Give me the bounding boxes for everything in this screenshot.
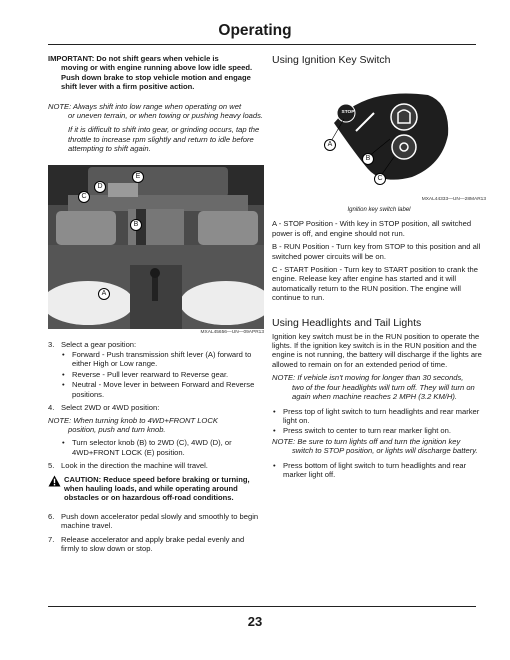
- stop-position-text: A - STOP Position - With key in STOP position, all switched power is off, and engine should not run.: [272, 219, 472, 238]
- important-rest: moving or with engine running above low idle speed. Push down brake to stop vehicle motion and engage shift lever with a firm positive action.: [61, 63, 253, 92]
- page-number: 23: [247, 614, 263, 629]
- step-6-text: Push down accelerator pedal slowly and smoothly to begin machine travel.: [61, 511, 259, 531]
- photo-callout-e: E: [132, 171, 144, 183]
- note-line1: When turning knob to 4WD+FRONT LOCK: [73, 415, 218, 425]
- diagram-caption: MXAL44333—UN—28MAR13: [421, 197, 486, 202]
- caution-text: Reduce speed before braking or turning, when hauling loads, and while operating around obstacles or on hazardous off-road conditions.: [64, 474, 250, 503]
- footer-rule: [48, 606, 476, 607]
- selector-knob-list: [48, 438, 264, 457]
- list-item: • Press bottom of light switch to turn headlights and rear marker light off.: [272, 461, 486, 480]
- note-rest: switch to STOP position, or lights will discharge battery.: [292, 446, 478, 456]
- start-position-text: C - START Position - Turn key to START position to crank the engine. Release key after engine has started and it will automatically return to the RUN position. The engine will continue to run.: [272, 265, 478, 303]
- note-shifting-para2: If it is difficult to shift into gear, or grinding occurs, tap the throttle to increase rpm slightly and return to idle before attempting to shift again.: [68, 125, 260, 154]
- photo-callout-d: D: [94, 181, 106, 193]
- right-column: [272, 54, 486, 479]
- warning-triangle-icon: [48, 475, 61, 487]
- caution-block: [48, 475, 264, 503]
- note-label: NOTE:: [272, 373, 296, 383]
- note-rest: two of the four headlights will turn off. They will turn on again when machine reaches 2 MPH (3.2 KM/H).: [292, 382, 475, 402]
- list-item: • Reverse - Pull lever rearward to Reverse gear.: [61, 370, 264, 379]
- note-rest: or uneven terrain, or when towing or pushing heavy loads.: [68, 111, 264, 121]
- step-6-number: 6.: [48, 511, 55, 521]
- diagram-callout-b: B: [362, 153, 374, 165]
- list-item: • Forward - Push transmission shift lever (A) forward to either High or Low range.: [61, 350, 264, 369]
- shift-lever-photo: [48, 165, 264, 329]
- step-4-number: 4.: [48, 403, 55, 413]
- light-switch-list: [272, 407, 486, 436]
- diagram-callout-c: C: [374, 173, 386, 185]
- step-5: [48, 461, 264, 470]
- step-3-number: 3.: [48, 339, 55, 349]
- step-6: [48, 512, 264, 531]
- step-5-number: 5.: [48, 461, 55, 471]
- note-lights-off: [272, 437, 486, 456]
- note-headlights: [272, 373, 486, 401]
- note-label: NOTE:: [48, 415, 72, 425]
- run-position-text: B - RUN Position - Turn key from STOP to this position and all switched power circuits will be on.: [272, 242, 481, 261]
- step-4: [48, 403, 264, 412]
- page-title: Operating: [218, 22, 292, 39]
- list-item: • Press switch to center to turn rear marker light on.: [272, 426, 486, 435]
- shift-lever-photo-art: [48, 165, 264, 329]
- photo-callout-c: C: [78, 191, 90, 203]
- list-item: • Press top of light switch to turn headlights and rear marker light on.: [272, 407, 486, 426]
- step-3-text: Select a gear position:: [61, 339, 137, 349]
- note-label: NOTE:: [272, 436, 296, 446]
- ignition-switch-diagram: [272, 73, 486, 197]
- step-7-text: Release accelerator and apply brake pedal evenly and firmly to slow down or stop.: [61, 534, 245, 553]
- step-7-number: 7.: [48, 534, 55, 544]
- list-item: • Neutral - Move lever in between Forward and Reverse positions.: [61, 380, 264, 399]
- left-column: [48, 54, 264, 553]
- important-line1: Do not shift gears when vehicle is: [96, 54, 219, 63]
- lights-heading: Using Headlights and Tail Lights: [272, 316, 422, 329]
- light-off-list: [272, 461, 486, 480]
- note-line1: Always shift into low range when operating on wet: [73, 101, 242, 111]
- diagram-callout-a: A: [324, 139, 336, 151]
- note-line1: Be sure to turn lights off and turn the ignition key: [297, 436, 461, 446]
- gear-position-list: [61, 350, 264, 399]
- photo-caption: MXAL45656—UN—09APR13: [200, 329, 264, 335]
- note-line1: If vehicle isn't moving for longer than 30 seconds,: [297, 373, 464, 383]
- stop-label: STOP: [341, 110, 355, 115]
- important-label: IMPORTANT:: [48, 54, 95, 63]
- note-4wd: [48, 416, 264, 435]
- note-rest: position, push and turn knob.: [68, 424, 166, 434]
- photo-callout-a: A: [98, 288, 110, 300]
- diagram-label: Ignition key switch label: [347, 207, 411, 213]
- note-label: NOTE:: [48, 101, 72, 111]
- lights-intro: Ignition key switch must be in the RUN position to operate the lights. If the ignition key switch is in the RUN position and the engine is not running, the battery will discharge if the lights are allowed to remain on for an extended period of time.: [272, 331, 482, 369]
- caution-label: CAUTION:: [64, 474, 102, 484]
- note-shifting: [48, 102, 264, 121]
- important-block: [48, 54, 264, 92]
- step-4-text: Select 2WD or 4WD position:: [61, 403, 160, 413]
- ignition-heading: Using Ignition Key Switch: [272, 54, 391, 66]
- step-3: [48, 340, 264, 399]
- step-5-text: Look in the direction the machine will travel.: [61, 461, 208, 471]
- photo-callout-b: B: [130, 219, 142, 231]
- step-7: [48, 535, 264, 554]
- title-rule: [48, 44, 476, 45]
- list-item: • Turn selector knob (B) to 2WD (C), 4WD (D), or 4WD+FRONT LOCK (E) position.: [61, 438, 264, 457]
